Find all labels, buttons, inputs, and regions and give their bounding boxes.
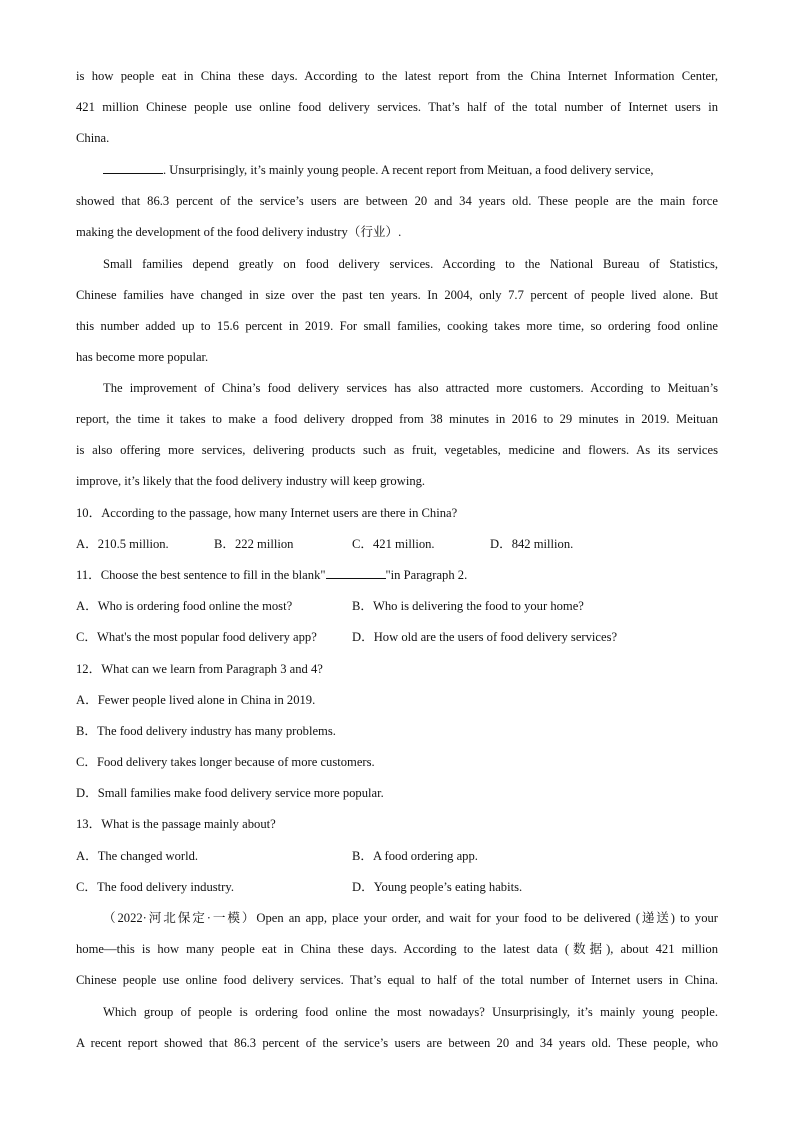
option-a: A．Fewer people lived alone in China in 2019. [76,693,316,707]
passage-line: making the development of the food delivery industry（行业）. [76,225,402,239]
passage-line: China. [76,131,110,145]
option-b: B．222 million [214,537,294,551]
question-stem: 12．What can we learn from Paragraph 3 and 4? [76,662,323,676]
option-c: C．421 million. [352,537,435,551]
passage-line: this number added up to 15.6 percent in 2019. For small families, cooking takes more time, so ordering food online [76,319,718,333]
passage-line: The improvement of China’s food delivery services has also attracted more customers. According to Meituan’s [103,381,718,395]
passage-line: has become more popular. [76,350,209,364]
option-b: B．Who is delivering the food to your home? [352,599,584,613]
passage-line: showed that 86.3 percent of the service’s users are between 20 and 34 years old. These people are the main force [76,194,718,208]
passage-line: . Unsurprisingly, it’s mainly young people. A recent report from Meituan, a food delivery service, [103,162,654,178]
option-d: D．842 million. [490,537,574,551]
option-c: C．What's the most popular food delivery app? [76,630,317,644]
passage-line: improve, it’s likely that the food delivery industry will keep growing. [76,474,426,488]
passage-line: Chinese people use online food delivery services. That’s equal to half of the total number of Internet users in China. [76,973,718,987]
option-b: B．A food ordering app. [352,849,478,863]
option-d: D．Young people’s eating habits. [352,880,523,894]
option-a: A．Who is ordering food online the most? [76,599,293,613]
option-d: D．Small families make food delivery service more popular. [76,786,384,800]
passage-line: Which group of people is ordering food online the most nowadays? Unsurprisingly, it’s mainly young people. [103,1005,718,1019]
passage-line: A recent report showed that 86.3 percent of the service’s users are between 20 and 34 years old. These people, who [76,1036,718,1050]
question-stem: 13．What is the passage mainly about? [76,817,276,831]
passage-line: 421 million Chinese people use online food delivery services. That’s half of the total number of Internet users in [76,100,718,114]
passage-line: Chinese families have changed in size over the past ten years. In 2004, only 7.7 percent of people lived alone. But [76,288,718,302]
passage-line: is also offering more services, delivering products such as fruit, vegetables, medicine and flowers. As its services [76,443,718,457]
option-a: A．210.5 million. [76,537,169,551]
fill-in-blank [326,567,386,579]
question-stem: 10．According to the passage, how many Internet users are there in China? [76,506,458,520]
option-b: B．The food delivery industry has many problems. [76,724,336,738]
option-c: C．Food delivery takes longer because of more customers. [76,755,375,769]
passage-line: Small families depend greatly on food delivery services. According to the National Bureau of Statistics, [103,257,718,271]
passage-line: is how people eat in China these days. According to the latest report from the China Internet Information Center, [76,69,718,83]
passage-line: home—this is how many people eat in China these days. According to the latest data (数据), about 421 million [76,942,718,956]
question-stem: 11．Choose the best sentence to fill in the blank" "in Paragraph 2. [76,568,468,582]
passage-line: report, the time it takes to make a food delivery dropped from 38 minutes in 2016 to 29 minutes in 2019. Meituan [76,412,718,426]
option-d: D．How old are the users of food delivery services? [352,630,618,644]
fill-in-blank [103,162,163,174]
passage-line: （2022·河北保定·一模）Open an app, place your order, and wait for your food to be delivered (递送) to your [103,911,718,925]
option-c: C．The food delivery industry. [76,880,234,894]
option-a: A．The changed world. [76,849,199,863]
